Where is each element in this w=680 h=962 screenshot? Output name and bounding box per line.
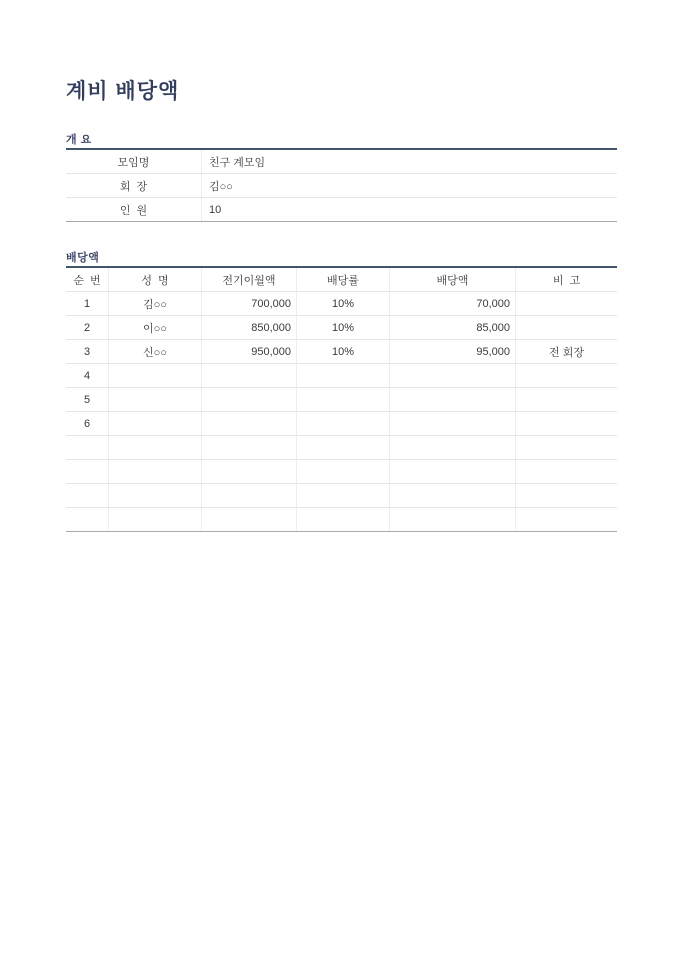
cell-note	[515, 460, 617, 483]
cell-dividend: 85,000	[389, 316, 515, 339]
cell-name	[108, 388, 201, 411]
cell-rate	[296, 388, 389, 411]
cell-carryover	[201, 460, 296, 483]
overview-row	[66, 174, 617, 198]
cell-dividend	[389, 364, 515, 387]
cell-no	[66, 436, 108, 459]
page-title: 계비 배당액	[66, 80, 180, 104]
cell-rate	[296, 460, 389, 483]
cell-name: 김○○	[108, 292, 201, 315]
cell-note	[515, 292, 617, 315]
cell-rate	[296, 436, 389, 459]
table-row	[66, 412, 617, 436]
cell-carryover	[201, 436, 296, 459]
overview-table	[66, 148, 617, 222]
cell-note	[515, 412, 617, 435]
cell-rate: 10%	[296, 340, 389, 363]
cell-rate	[296, 364, 389, 387]
cell-name	[108, 364, 201, 387]
cell-no	[66, 484, 108, 507]
cell-note	[515, 388, 617, 411]
table-row	[66, 460, 617, 484]
cell-rate	[296, 412, 389, 435]
cell-no	[66, 508, 108, 531]
cell-no: 4	[83, 369, 91, 382]
table-row	[66, 508, 617, 532]
cell-note	[515, 364, 617, 387]
cell-dividend	[389, 460, 515, 483]
column-header-note: 비 고	[515, 268, 617, 291]
overview-row-value: 10	[201, 198, 617, 221]
overview-row-value: 친구 계모임	[201, 150, 617, 173]
column-header-rate: 배당률	[296, 268, 389, 291]
table-row	[66, 316, 617, 340]
cell-name	[108, 436, 201, 459]
cell-dividend	[389, 436, 515, 459]
cell-name	[108, 460, 201, 483]
cell-dividend	[389, 388, 515, 411]
cell-no: 3	[83, 345, 91, 358]
cell-no: 1	[83, 297, 91, 310]
column-header-name: 성 명	[108, 268, 201, 291]
table-row	[66, 388, 617, 412]
cell-carryover: 950,000	[201, 340, 296, 363]
cell-no	[66, 460, 108, 483]
table-row	[66, 484, 617, 508]
cell-rate: 10%	[296, 316, 389, 339]
table-row	[66, 340, 617, 364]
cell-dividend: 95,000	[389, 340, 515, 363]
overview-row-label: 회 장	[119, 180, 148, 193]
dividend-table	[66, 266, 617, 532]
cell-no: 6	[83, 417, 91, 430]
cell-rate: 10%	[296, 292, 389, 315]
cell-rate	[296, 508, 389, 531]
cell-note: 전 회장	[515, 340, 617, 363]
table-row	[66, 364, 617, 388]
cell-no: 2	[83, 321, 91, 334]
column-header-carryover: 전기이월액	[201, 268, 296, 291]
cell-rate	[296, 484, 389, 507]
dividend-header-row	[66, 268, 617, 292]
cell-name: 신○○	[108, 340, 201, 363]
cell-carryover: 700,000	[201, 292, 296, 315]
overview-row	[66, 198, 617, 222]
cell-name	[108, 508, 201, 531]
cell-dividend	[389, 508, 515, 531]
overview-row-label: 모임명	[117, 156, 150, 169]
cell-carryover: 850,000	[201, 316, 296, 339]
cell-name	[108, 484, 201, 507]
cell-name: 이○○	[108, 316, 201, 339]
cell-dividend	[389, 484, 515, 507]
cell-note	[515, 508, 617, 531]
overview-row-label: 인 원	[119, 204, 148, 217]
cell-carryover	[201, 412, 296, 435]
cell-no: 5	[83, 393, 91, 406]
cell-carryover	[201, 388, 296, 411]
cell-carryover	[201, 364, 296, 387]
table-row	[66, 292, 617, 316]
cell-carryover	[201, 508, 296, 531]
cell-dividend	[389, 412, 515, 435]
cell-note	[515, 436, 617, 459]
column-header-dividend: 배당액	[389, 268, 515, 291]
cell-note	[515, 484, 617, 507]
cell-dividend: 70,000	[389, 292, 515, 315]
cell-note	[515, 316, 617, 339]
dividend-section-heading: 배당액	[66, 252, 100, 264]
table-row	[66, 436, 617, 460]
cell-carryover	[201, 484, 296, 507]
overview-row	[66, 150, 617, 174]
overview-section-heading: 개 요	[66, 134, 92, 146]
cell-name	[108, 412, 201, 435]
column-header-no: 순 번	[73, 274, 101, 287]
overview-row-value: 김○○	[201, 174, 617, 197]
